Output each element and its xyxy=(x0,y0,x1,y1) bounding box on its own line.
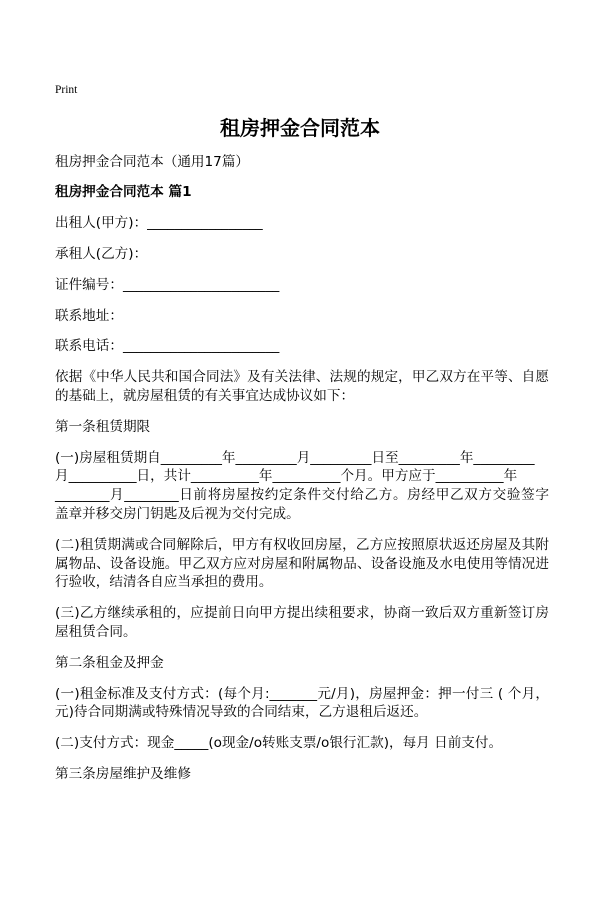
id-number-field: 证件编号：_______________________ xyxy=(55,276,280,293)
paragraph-line: 属物品、设备设施。甲乙双方应对房屋和附属物品、设备设施及水电使用等情况进 xyxy=(55,555,549,572)
article-2-clause-2 xyxy=(55,734,549,753)
contact-phone-field: 联系电话：_______________________ xyxy=(55,338,280,355)
print-link[interactable]: Print xyxy=(55,84,78,96)
article-1-heading: 第一条租赁期限 xyxy=(55,418,151,435)
article-2-clause-1 xyxy=(55,685,549,723)
paragraph-line: (二)支付方式：现金_____(o现金/o转账支票/o银行汇款)，每月 日前支付。 xyxy=(55,735,503,752)
part-heading: 租房押金合同范本 篇1 xyxy=(55,184,192,201)
document-title: 租房押金合同范本 xyxy=(220,116,380,140)
article-1-clause-2 xyxy=(55,536,549,592)
lessor-field: 出租人(甲方)：_________________ xyxy=(55,215,263,232)
lessee-field: 承租人(乙方)： xyxy=(55,245,148,262)
article-1-clause-1 xyxy=(55,449,549,524)
paragraph-line: (三)乙方继续承租的，应提前日向甲方提出续租要求，协商一致后双方重新签订房 xyxy=(55,605,549,622)
paragraph-line: 的基础上，就房屋租赁的有关事宜达成协议如下： xyxy=(55,387,355,404)
article-1-clause-3 xyxy=(55,604,549,642)
document-subtitle: 租房押金合同范本（通用17篇） xyxy=(55,153,250,170)
paragraph-line: (二)租赁期满或合同解除后，甲方有权收回房屋，乙方应按照原状返还房屋及其附 xyxy=(55,536,549,553)
article-2-heading: 第二条租金及押金 xyxy=(55,654,164,671)
contact-address-field: 联系地址： xyxy=(55,307,123,324)
preamble-paragraph xyxy=(55,368,549,406)
paragraph-line: 依据《中华人民共和国合同法》及有关法律、法规的规定，甲乙双方在平等、自愿 xyxy=(55,369,549,386)
paragraph-line: 盖章并移交房门钥匙及后视为交付完成。 xyxy=(55,505,300,522)
paragraph-line: (一)租金标准及支付方式：(每个月:_______元/月)，房屋押金：押一付三 ( 个月， xyxy=(55,685,549,702)
paragraph-line: 元)待合同期满或特殊情况导致的合同结束，乙方退租后返还。 xyxy=(55,704,428,721)
paragraph-line: ________月________日前将房屋按约定条件交付给乙方。房经甲乙双方交验签字 xyxy=(55,487,549,504)
paragraph-line: 月__________日，共计__________年__________个月。甲方应于__________年 xyxy=(55,468,518,485)
article-3-heading: 第三条房屋维护及维修 xyxy=(55,765,191,782)
paragraph-line: 行验收，结清各自应当承担的费用。 xyxy=(55,574,273,591)
paragraph-line: (一)房屋租赁期自_________年_________月_________日至_________年_________ xyxy=(55,449,535,466)
document-body xyxy=(55,153,549,796)
paragraph-line: 屋租赁合同。 xyxy=(55,623,137,640)
